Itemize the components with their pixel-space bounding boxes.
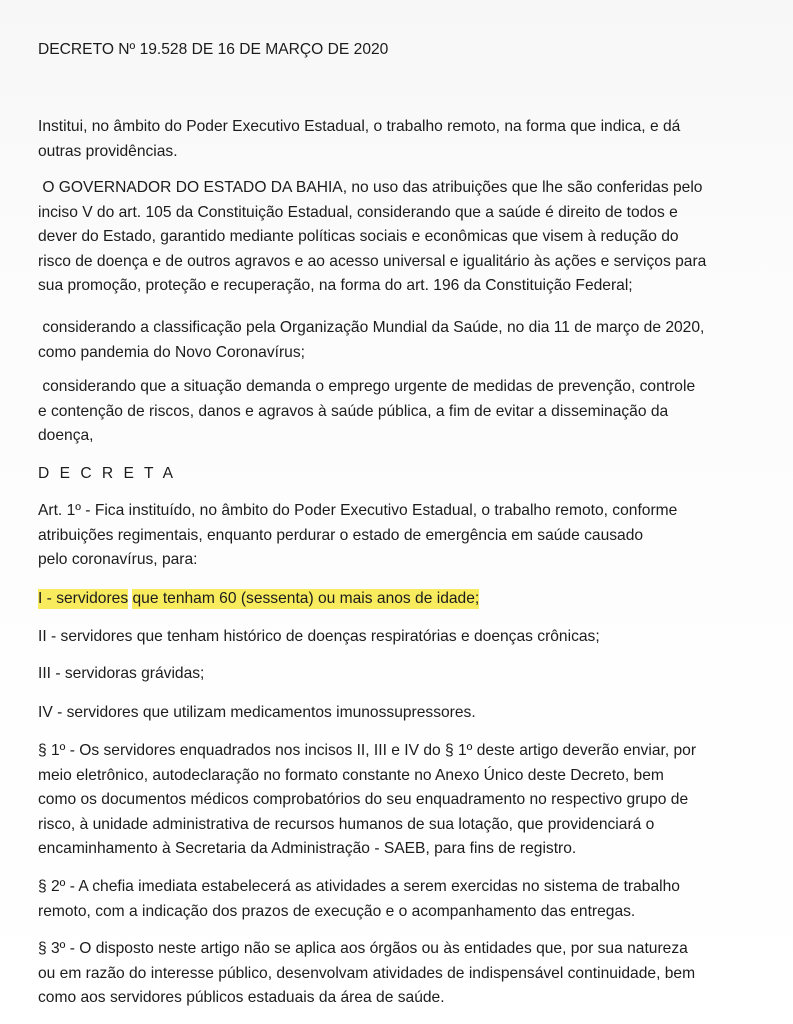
paragraph-3: [38, 937, 763, 1011]
inciso-1-highlighted: [38, 587, 763, 612]
text-line: outras providências.: [38, 142, 178, 160]
text-line: remoto, com a indicação dos prazos de execução e o acompanhamento das entregas.: [38, 902, 636, 920]
text-line: risco, à unidade administrativa de recursos humanos de sua lotação, que providenciará o: [38, 815, 655, 833]
paragraph-1: [38, 739, 763, 862]
text-line: encaminhamento à Secretaria da Administração - SAEB, para fins de registro.: [38, 840, 577, 857]
ementa-paragraph: [38, 115, 763, 164]
considerando-paragraph-1: [38, 316, 763, 365]
highlight-segment-2: que tenham 60 (sessenta) ou mais anos de idade;: [132, 590, 480, 607]
preamble-paragraph: [38, 176, 763, 299]
text-line: como os documentos médicos comprobatórios do seu enquadramento no respectivo grupo de: [38, 791, 689, 808]
text-line: Art. 1º - Fica instituído, no âmbito do Poder Executivo Estadual, o trabalho remoto, conforme: [38, 502, 678, 519]
text-line: considerando a classificação pela Organização Mundial da Saúde, no dia 11 de março de 2020,: [38, 319, 705, 336]
text-line: pelo coronavírus, para:: [38, 551, 198, 568]
text-line: § 3º - O disposto neste artigo não se aplica aos órgãos ou às entidades que, por sua natureza: [38, 940, 688, 957]
highlight-segment-1: I - servidores: [38, 590, 129, 607]
text-line: e contenção de riscos, danos e agravos à saúde pública, a fim de evitar a disseminação da: [38, 402, 669, 420]
text-line: meio eletrônico, autodeclaração no formato constante no Anexo Único deste Decreto, bem: [38, 766, 664, 784]
text-line: doença,: [38, 427, 94, 444]
decreta-heading: D E C R E T A: [38, 465, 177, 482]
text-line: risco de doença e de outros agravos e ao acesso universal e igualitário às ações e serviços para: [38, 252, 707, 270]
text-line: como pandemia do Novo Coronavírus;: [38, 343, 305, 361]
text-line: O GOVERNADOR DO ESTADO DA BAHIA, no uso das atribuições que lhe são conferidas pelo: [38, 179, 703, 196]
text-line: considerando que a situação demanda o emprego urgente de medidas de prevenção, controle: [38, 378, 696, 395]
decree-title: DECRETO Nº 19.528 DE 16 DE MARÇO DE 2020: [38, 41, 389, 58]
inciso-3: III - servidoras grávidas;: [38, 665, 205, 682]
inciso-4: IV - servidores que utilizam medicamentos imunossupressores.: [38, 704, 476, 721]
text-line: dever do Estado, garantido mediante políticas sociais e econômicas que visem à redução do: [38, 228, 679, 245]
paragraph-2: [38, 875, 763, 924]
text-line: § 1º - Os servidores enquadrados nos incisos II, III e IV do § 1º deste artigo deverão enviar, por: [38, 742, 697, 759]
text-line: sua promoção, proteção e recuperação, na forma do art. 196 da Constituição Federal;: [38, 277, 633, 294]
text-line: atribuições regimentais, enquanto perdurar o estado de emergência em saúde causado: [38, 526, 644, 544]
text-line: ou em razão do interesse público, desenvolvam atividades de indispensável continuidade, bem: [38, 964, 696, 982]
text-line: inciso V do art. 105 da Constituição Estadual, considerando que a saúde é direito de todos e: [38, 203, 678, 221]
article-1: [38, 499, 763, 573]
text-line: § 2º - A chefia imediata estabelecerá as atividades a serem exercidas no sistema de trabalho: [38, 878, 680, 895]
text-line: como aos servidores públicos estaduais da área de saúde.: [38, 989, 445, 1006]
inciso-2: II - servidores que tenham histórico de doenças respiratórias e doenças crônicas;: [38, 628, 600, 645]
text-line: Institui, no âmbito do Poder Executivo Estadual, o trabalho remoto, na forma que indica, e dá: [38, 118, 681, 135]
considerando-paragraph-2: [38, 375, 763, 449]
